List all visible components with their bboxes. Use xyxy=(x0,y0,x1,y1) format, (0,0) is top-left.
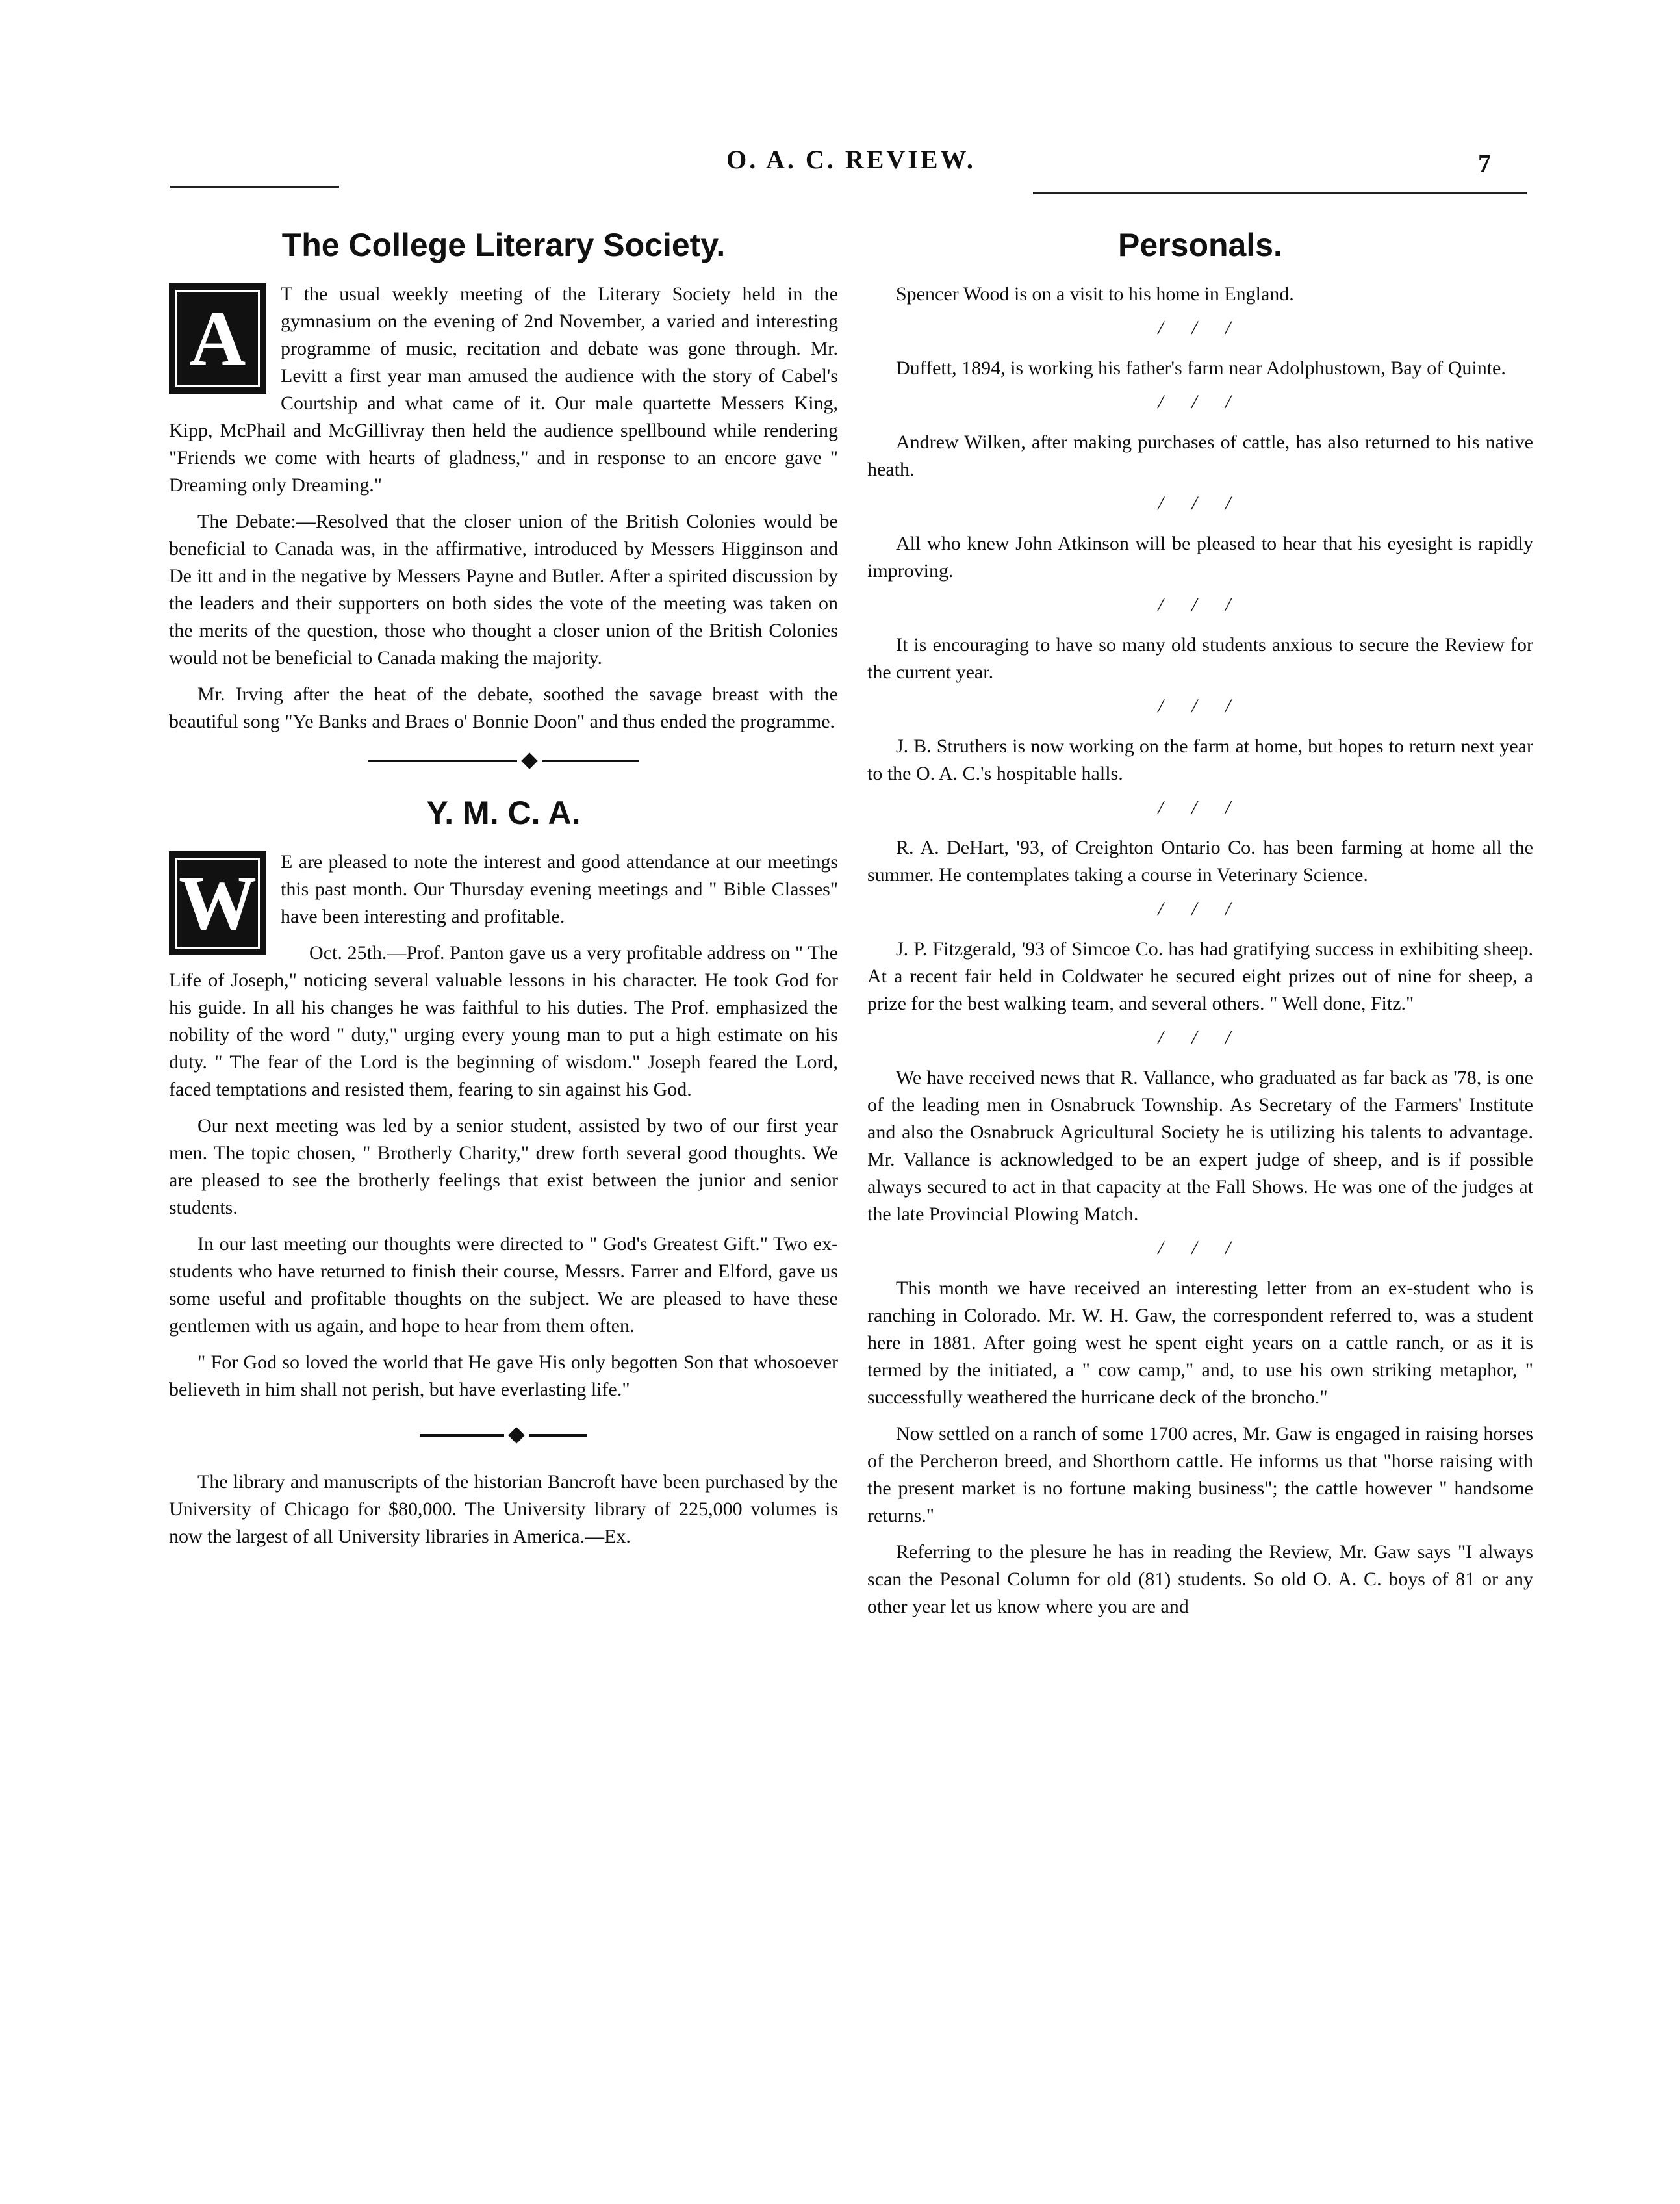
separator-marks: / / / xyxy=(1158,1237,1243,1259)
separator-marks: / / / xyxy=(1158,797,1243,818)
separator-marks: / / / xyxy=(1158,317,1243,339)
personal-text: We have received news that R. Vallance, who graduated as far back as '78, is one of the leading men in Osnabruck Township. As Secretary of the Farmers' Institute and also the Osnabruck Agricultural Society he is utilizing his talents to advantage. Mr. Vallance is acknowledged to be an expert judge of sheep, and is if possible always secured to act in that capacity at the Fall Shows. He was one of the judges at the late Provincial Plowing Match. xyxy=(867,1067,1533,1225)
personal-item xyxy=(867,632,1533,686)
ymca-article xyxy=(169,794,838,1403)
dropcap-w xyxy=(169,851,266,955)
literary-paragraph: Mr. Irving after the heat of the debate, soothed the savage breast with the beautiful song "Ye Banks and Braes o' Bonnie Doon" and thus ended the programme. xyxy=(169,684,838,732)
journal-title: O. A. C. REVIEW. xyxy=(726,145,976,174)
literary-paragraph: T the usual weekly meeting of the Literary Society held in the gymnasium on the evening of 2nd November, a varied and interesting programme of music, recitation and debate was gone through. Mr. Levitt a first year man amused the audience with the story of Cabel's Courtship and what came of it. Our male quartette Messers King, Kipp, McPhail and McGillivray then held the audience spellbound while rendering "Friends we come with hearts of gladness," and in response to an encore gave " Dreaming only Dreaming." xyxy=(169,283,838,496)
gaw-paragraph: This month we have received an interesting letter from an ex-student who is ranching in Colorado. Mr. W. H. Gaw, the correspondent referred to, was a student here in 1881. After going west he spent eight years on a cattle ranch, or as it is termed by the initiated, a " cow camp," and, to use his own striking metaphor, " successfully weathered the hurricane deck of the broncho." xyxy=(867,1277,1533,1408)
right-column xyxy=(867,221,1533,1630)
ymca-paragraph: Oct. 25th.—Prof. Panton gave us a very profitable address on " The Life of Joseph," noticing several valuable lessons in his character. He took God for his guide. In all his changes he was faithful to his duties. The Prof. emphasized the nobility of the word " duty," urging every young man to put a high estimate on his duty. " The fear of the Lord is the beginning of wisdom." Joseph feared the Lord, faced temptations and resisted them, fearing to sin against his God. xyxy=(169,942,838,1100)
personal-text: R. A. DeHart, '93, of Creighton Ontario Co. has been farming at home all the summer. He contemplates taking a course in Veterinary Science. xyxy=(867,837,1533,886)
personal-text: J. P. Fitzgerald, '93 of Simcoe Co. has had gratifying success in exhibiting sheep. At a recent fair held in Coldwater he secured eight prizes out of nine for sheep, a prize for the best walking team, and several others. " Well done, Fitz." xyxy=(867,938,1533,1014)
separator-marks: / / / xyxy=(1158,594,1243,615)
personals-title: Personals. xyxy=(1118,227,1282,263)
ornament-divider xyxy=(169,755,838,775)
ymca-title: Y. M. C. A. xyxy=(426,795,581,831)
personal-item xyxy=(867,834,1533,889)
separator-marks: / / / xyxy=(1158,1027,1243,1048)
personal-item xyxy=(867,355,1533,382)
separator-marks: / / / xyxy=(1158,493,1243,514)
personal-item xyxy=(867,936,1533,1018)
header-rule-right xyxy=(1033,192,1527,194)
personal-item xyxy=(867,281,1533,308)
personal-item-gaw xyxy=(867,1275,1533,1621)
personal-item xyxy=(867,1064,1533,1228)
personal-item xyxy=(867,429,1533,483)
ymca-paragraph: In our last meeting our thoughts were directed to " God's Greatest Gift." Two ex-students who have returned to finish their course, Messrs. Farrer and Elford, gave us some useful and profitable thoughts on the subject. We are pleased to have these gentlemen with us again, and hope to hear from them often. xyxy=(169,1233,838,1337)
dropcap-letter: A xyxy=(175,290,260,387)
personal-text: Spencer Wood is on a visit to his home in England. xyxy=(896,283,1294,305)
personal-text: Duffett, 1894, is working his father's farm near Adolphustown, Bay of Quinte. xyxy=(896,357,1506,379)
personal-item xyxy=(867,733,1533,788)
separator-marks: / / / xyxy=(1158,391,1243,413)
personal-text: J. B. Struthers is now working on the farm at home, but hopes to return next year to the O. A. C.'s hospitable halls. xyxy=(867,736,1533,784)
left-column xyxy=(169,221,838,1559)
library-note: The library and manuscripts of the historian Bancroft have been purchased by the University of Chicago for $80,000. The University library of 225,000 volumes is now the largest of all University libraries in America.—Ex. xyxy=(169,1471,838,1547)
ymca-paragraph: E are pleased to note the interest and good attendance at our meetings this past month. Our Thursday evening meetings and " Bible Classes" have been interesting and profitable. xyxy=(281,851,838,927)
header-rule-left xyxy=(170,186,339,188)
literary-society-article xyxy=(169,226,838,736)
ornament-divider xyxy=(169,1429,838,1449)
page-number: 7 xyxy=(1478,149,1491,178)
dropcap-a xyxy=(169,283,266,394)
ymca-paragraph: " For God so loved the world that He gave His only begotten Son that whosoever believeth in him shall not perish, but have everlasting life." xyxy=(169,1352,838,1400)
personal-text: All who knew John Atkinson will be pleased to hear that his eyesight is rapidly improving. xyxy=(867,533,1533,582)
dropcap-letter: W xyxy=(175,858,260,949)
personal-item xyxy=(867,530,1533,585)
literary-paragraph: The Debate:—Resolved that the closer union of the British Colonies would be beneficial to Canada was, in the affirmative, introduced by Messers Higginson and De itt and in the negative by Messers Payne and Butler. After a spirited discussion by the leaders and their supporters on both sides the vote of the meeting was taken on the merits of the question, those who thought a closer union of the British Colonies would not be beneficial to Canada making the majority. xyxy=(169,511,838,669)
separator-marks: / / / xyxy=(1158,695,1243,717)
literary-society-title: The College Literary Society. xyxy=(281,227,726,263)
personal-text: Andrew Wilken, after making purchases of cattle, has also returned to his native heath. xyxy=(867,431,1533,480)
personal-text: It is encouraging to have so many old students anxious to secure the Review for the current year. xyxy=(867,634,1533,683)
gaw-paragraph: Now settled on a ranch of some 1700 acres, Mr. Gaw is engaged in raising horses of the Percheron breed, and Shorthorn cattle. He informs us that "horse raising with the present market is no fortune making business"; the cattle however " handsome returns." xyxy=(867,1423,1533,1526)
page-header xyxy=(0,144,1680,183)
ymca-paragraph: Our next meeting was led by a senior student, assisted by two of our first year men. The topic chosen, " Brotherly Charity," drew forth several good thoughts. We are pleased to see the brotherly feelings that exist between the junior and senior students. xyxy=(169,1115,838,1218)
separator-marks: / / / xyxy=(1158,898,1243,919)
gaw-paragraph: Referring to the plesure he has in reading the Review, Mr. Gaw says "I always scan the Pesonal Column for old (81) students. So old O. A. C. boys of 81 or any other year let us know where you are and xyxy=(867,1541,1533,1617)
